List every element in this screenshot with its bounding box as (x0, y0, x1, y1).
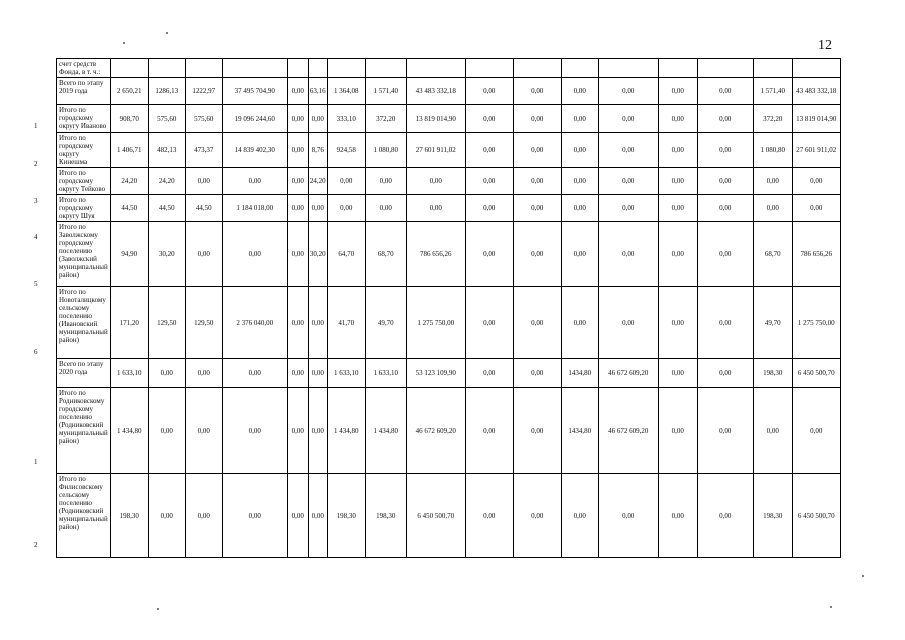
value-cell: 0,00 (697, 359, 753, 388)
row-name-cell: Всего по этапу 2019 года (57, 78, 111, 105)
value-cell: 1 364,08 (327, 78, 365, 105)
value-cell: 0,00 (697, 133, 753, 168)
value-cell: 43 483 332,18 (792, 78, 840, 105)
value-cell: 908,70 (110, 105, 148, 133)
value-cell: 1 434,80 (365, 388, 406, 474)
value-cell: 0,00 (513, 287, 561, 359)
value-cell: 37 495 704,90 (222, 78, 287, 105)
value-cell: 1434,80 (561, 359, 598, 388)
table-row (57, 105, 841, 133)
scan-speck (862, 575, 864, 577)
value-cell: 0,00 (598, 133, 658, 168)
value-cell: 46 672 609,20 (598, 359, 658, 388)
value-cell: 0,00 (185, 474, 222, 558)
scan-speck (830, 606, 832, 608)
value-cell (658, 59, 697, 78)
value-cell: 0,00 (513, 105, 561, 133)
value-cell: 64,70 (327, 222, 365, 287)
value-cell: 13 819 014,90 (406, 105, 465, 133)
table-row (57, 474, 841, 558)
value-cell (327, 59, 365, 78)
value-cell: 0,00 (753, 388, 792, 474)
value-cell: 0,00 (148, 388, 185, 474)
value-cell: 46 672 609,20 (598, 388, 658, 474)
value-cell: 0,00 (287, 222, 308, 287)
value-cell: 0,00 (561, 222, 598, 287)
value-cell (110, 59, 148, 78)
value-cell: 2 376 040,00 (222, 287, 287, 359)
row-number: 3 (34, 197, 38, 205)
value-cell: 0,00 (365, 195, 406, 222)
value-cell: 0,00 (598, 474, 658, 558)
value-cell: 0,00 (561, 287, 598, 359)
value-cell: 1 571,40 (753, 78, 792, 105)
value-cell: 198,30 (327, 474, 365, 558)
value-cell: 198,30 (110, 474, 148, 558)
value-cell: 0,00 (287, 474, 308, 558)
value-cell: 24,20 (110, 168, 148, 195)
value-cell: 0,00 (185, 168, 222, 195)
value-cell: 0,00 (697, 388, 753, 474)
value-cell: 0,00 (792, 195, 840, 222)
value-cell: 0,00 (185, 222, 222, 287)
value-cell: 0,00 (598, 168, 658, 195)
row-number: 6 (34, 348, 38, 356)
row-name-cell: Итого по Родниковскому городскому поселению (Родниковский муниципальный район) (57, 388, 111, 474)
value-cell: 19 096 244,60 (222, 105, 287, 133)
value-cell: 44,50 (148, 195, 185, 222)
value-cell: 575,60 (185, 105, 222, 133)
value-cell: 0,00 (513, 359, 561, 388)
value-cell: 1 633,10 (110, 359, 148, 388)
value-cell: 49,70 (753, 287, 792, 359)
row-name-cell: счет средств Фонда, в т. ч.: (57, 59, 111, 78)
value-cell: 0,00 (465, 222, 513, 287)
value-cell: 0,00 (327, 195, 365, 222)
value-cell (406, 59, 465, 78)
row-number: 4 (34, 233, 38, 241)
table-row (57, 222, 841, 287)
value-cell (697, 59, 753, 78)
data-table (56, 58, 841, 558)
value-cell: 1 633,10 (365, 359, 406, 388)
table-row (57, 59, 841, 78)
value-cell: 0,00 (406, 168, 465, 195)
value-cell: 0,00 (697, 222, 753, 287)
value-cell: 0,00 (287, 388, 308, 474)
value-cell: 68,70 (365, 222, 406, 287)
value-cell: 1 633,10 (327, 359, 365, 388)
value-cell: 0,00 (598, 222, 658, 287)
value-cell (513, 59, 561, 78)
value-cell: 0,00 (697, 78, 753, 105)
row-name-cell: Итого по Новоталицкому сельскому поселению (Ивановский муниципальный район) (57, 287, 111, 359)
value-cell: 13 819 014,90 (792, 105, 840, 133)
value-cell: 0,00 (561, 133, 598, 168)
value-cell: 0,00 (185, 388, 222, 474)
value-cell: 0,00 (792, 388, 840, 474)
value-cell: 0,00 (465, 105, 513, 133)
value-cell: 0,00 (308, 474, 327, 558)
value-cell (753, 59, 792, 78)
value-cell: 24,20 (308, 168, 327, 195)
value-cell: 0,00 (465, 359, 513, 388)
value-cell: 0,00 (658, 168, 697, 195)
row-name-cell: Итого по городскому округу Тейково (57, 168, 111, 195)
value-cell: 30,20 (308, 222, 327, 287)
value-cell: 1 434,80 (327, 388, 365, 474)
value-cell: 0,00 (658, 287, 697, 359)
value-cell: 473,37 (185, 133, 222, 168)
value-cell: 1222,97 (185, 78, 222, 105)
value-cell: 0,00 (465, 168, 513, 195)
value-cell: 0,00 (185, 359, 222, 388)
value-cell: 0,00 (465, 78, 513, 105)
row-number: 1 (34, 458, 38, 466)
value-cell (561, 59, 598, 78)
value-cell: 1434,80 (561, 388, 598, 474)
value-cell: 0,00 (658, 474, 697, 558)
value-cell: 44,50 (110, 195, 148, 222)
value-cell: 0,00 (148, 474, 185, 558)
value-cell: 0,00 (308, 287, 327, 359)
value-cell: 44,50 (185, 195, 222, 222)
scan-speck (123, 42, 125, 44)
value-cell: 0,00 (697, 195, 753, 222)
value-cell: 575,60 (148, 105, 185, 133)
value-cell: 1 080,80 (365, 133, 406, 168)
value-cell: 171,20 (110, 287, 148, 359)
page-number: 12 (818, 38, 832, 53)
value-cell: 0,00 (513, 133, 561, 168)
value-cell: 30,20 (148, 222, 185, 287)
value-cell: 0,00 (598, 287, 658, 359)
value-cell: 63,16 (308, 78, 327, 105)
value-cell: 49,70 (365, 287, 406, 359)
value-cell: 1 080,80 (753, 133, 792, 168)
table-row (57, 287, 841, 359)
value-cell: 198,30 (365, 474, 406, 558)
row-name-cell: Итого по городскому округу Шуя (57, 195, 111, 222)
value-cell: 0,00 (287, 168, 308, 195)
value-cell: 0,00 (513, 222, 561, 287)
value-cell: 27 601 911,02 (792, 133, 840, 168)
value-cell: 6 450 500,70 (406, 474, 465, 558)
value-cell: 1286,13 (148, 78, 185, 105)
row-number: 1 (34, 122, 38, 130)
value-cell (792, 59, 840, 78)
row-number: 5 (34, 280, 38, 288)
value-cell: 0,00 (697, 474, 753, 558)
value-cell: 53 123 109,90 (406, 359, 465, 388)
row-name-cell: Итого по Филисовскому сельскому поселению (Родниковский муниципальный район) (57, 474, 111, 558)
table-row (57, 195, 841, 222)
value-cell: 1 434,80 (110, 388, 148, 474)
value-cell: 0,00 (308, 359, 327, 388)
value-cell: 0,00 (658, 78, 697, 105)
value-cell: 0,00 (792, 168, 840, 195)
value-cell (598, 59, 658, 78)
value-cell: 0,00 (561, 168, 598, 195)
value-cell: 0,00 (513, 168, 561, 195)
value-cell: 786 656,26 (406, 222, 465, 287)
value-cell: 0,00 (658, 133, 697, 168)
value-cell: 0,00 (465, 474, 513, 558)
value-cell: 0,00 (222, 222, 287, 287)
value-cell (287, 59, 308, 78)
value-cell: 94,90 (110, 222, 148, 287)
value-cell (308, 59, 327, 78)
table-row (57, 133, 841, 168)
value-cell: 0,00 (561, 78, 598, 105)
table-row (57, 388, 841, 474)
value-cell: 0,00 (513, 388, 561, 474)
value-cell: 0,00 (308, 388, 327, 474)
value-cell: 1 406,71 (110, 133, 148, 168)
table-row (57, 359, 841, 388)
value-cell: 0,00 (697, 105, 753, 133)
value-cell: 0,00 (513, 474, 561, 558)
value-cell: 24,20 (148, 168, 185, 195)
value-cell: 1 275 750,00 (406, 287, 465, 359)
row-name-cell: Итого по городскому округу Кинешма (57, 133, 111, 168)
value-cell (222, 59, 287, 78)
value-cell: 6 450 500,70 (792, 359, 840, 388)
value-cell: 372,20 (753, 105, 792, 133)
value-cell (465, 59, 513, 78)
value-cell: 0,00 (658, 359, 697, 388)
value-cell: 0,00 (222, 474, 287, 558)
row-name-cell: Итого по Заволжскому городскому поселению (Заволжский муниципальный район) (57, 222, 111, 287)
value-cell: 6 450 500,70 (792, 474, 840, 558)
value-cell: 0,00 (287, 359, 308, 388)
value-cell: 333,10 (327, 105, 365, 133)
value-cell: 0,00 (513, 78, 561, 105)
value-cell: 0,00 (465, 195, 513, 222)
value-cell: 0,00 (222, 359, 287, 388)
value-cell: 786 656,26 (792, 222, 840, 287)
row-name-cell: Итого по городскому округу Иваново (57, 105, 111, 133)
value-cell: 68,70 (753, 222, 792, 287)
value-cell: 198,30 (753, 359, 792, 388)
value-cell: 0,00 (406, 195, 465, 222)
scan-speck (157, 608, 159, 610)
row-number: 2 (34, 541, 38, 549)
value-cell (365, 59, 406, 78)
value-cell: 1 184 018,00 (222, 195, 287, 222)
value-cell: 0,00 (658, 195, 697, 222)
value-cell: 0,00 (465, 388, 513, 474)
value-cell: 129,50 (148, 287, 185, 359)
value-cell: 1 275 750,00 (792, 287, 840, 359)
value-cell: 0,00 (697, 287, 753, 359)
value-cell: 0,00 (222, 168, 287, 195)
value-cell: 0,00 (513, 195, 561, 222)
value-cell: 0,00 (658, 388, 697, 474)
value-cell: 1 571,40 (365, 78, 406, 105)
value-cell: 0,00 (598, 105, 658, 133)
value-cell (148, 59, 185, 78)
value-cell: 0,00 (287, 133, 308, 168)
value-cell: 41,70 (327, 287, 365, 359)
value-cell: 0,00 (287, 105, 308, 133)
value-cell: 0,00 (308, 195, 327, 222)
value-cell: 0,00 (287, 287, 308, 359)
value-cell: 0,00 (753, 168, 792, 195)
value-cell: 0,00 (598, 78, 658, 105)
value-cell: 0,00 (365, 168, 406, 195)
value-cell: 129,50 (185, 287, 222, 359)
value-cell: 8,76 (308, 133, 327, 168)
value-cell: 2 650,21 (110, 78, 148, 105)
row-number: 2 (34, 160, 38, 168)
value-cell: 27 601 911,02 (406, 133, 465, 168)
value-cell: 43 483 332,18 (406, 78, 465, 105)
value-cell: 0,00 (561, 105, 598, 133)
value-cell: 0,00 (287, 78, 308, 105)
value-cell: 924,58 (327, 133, 365, 168)
value-cell: 0,00 (753, 195, 792, 222)
value-cell (185, 59, 222, 78)
table-row (57, 168, 841, 195)
value-cell: 0,00 (287, 195, 308, 222)
value-cell: 0,00 (658, 222, 697, 287)
scan-speck (166, 32, 168, 34)
value-cell: 0,00 (465, 287, 513, 359)
value-cell: 46 672 609,20 (406, 388, 465, 474)
value-cell: 0,00 (465, 133, 513, 168)
row-name-cell: Всего по этапу 2020 года (57, 359, 111, 388)
value-cell: 0,00 (598, 195, 658, 222)
value-cell: 0,00 (327, 168, 365, 195)
value-cell: 482,13 (148, 133, 185, 168)
value-cell: 0,00 (658, 105, 697, 133)
value-cell: 372,20 (365, 105, 406, 133)
table-row (57, 78, 841, 105)
value-cell: 0,00 (697, 168, 753, 195)
value-cell: 0,00 (308, 105, 327, 133)
value-cell: 0,00 (148, 359, 185, 388)
value-cell: 0,00 (561, 195, 598, 222)
value-cell: 0,00 (222, 388, 287, 474)
value-cell: 198,30 (753, 474, 792, 558)
value-cell: 14 839 402,30 (222, 133, 287, 168)
value-cell: 0,00 (561, 474, 598, 558)
